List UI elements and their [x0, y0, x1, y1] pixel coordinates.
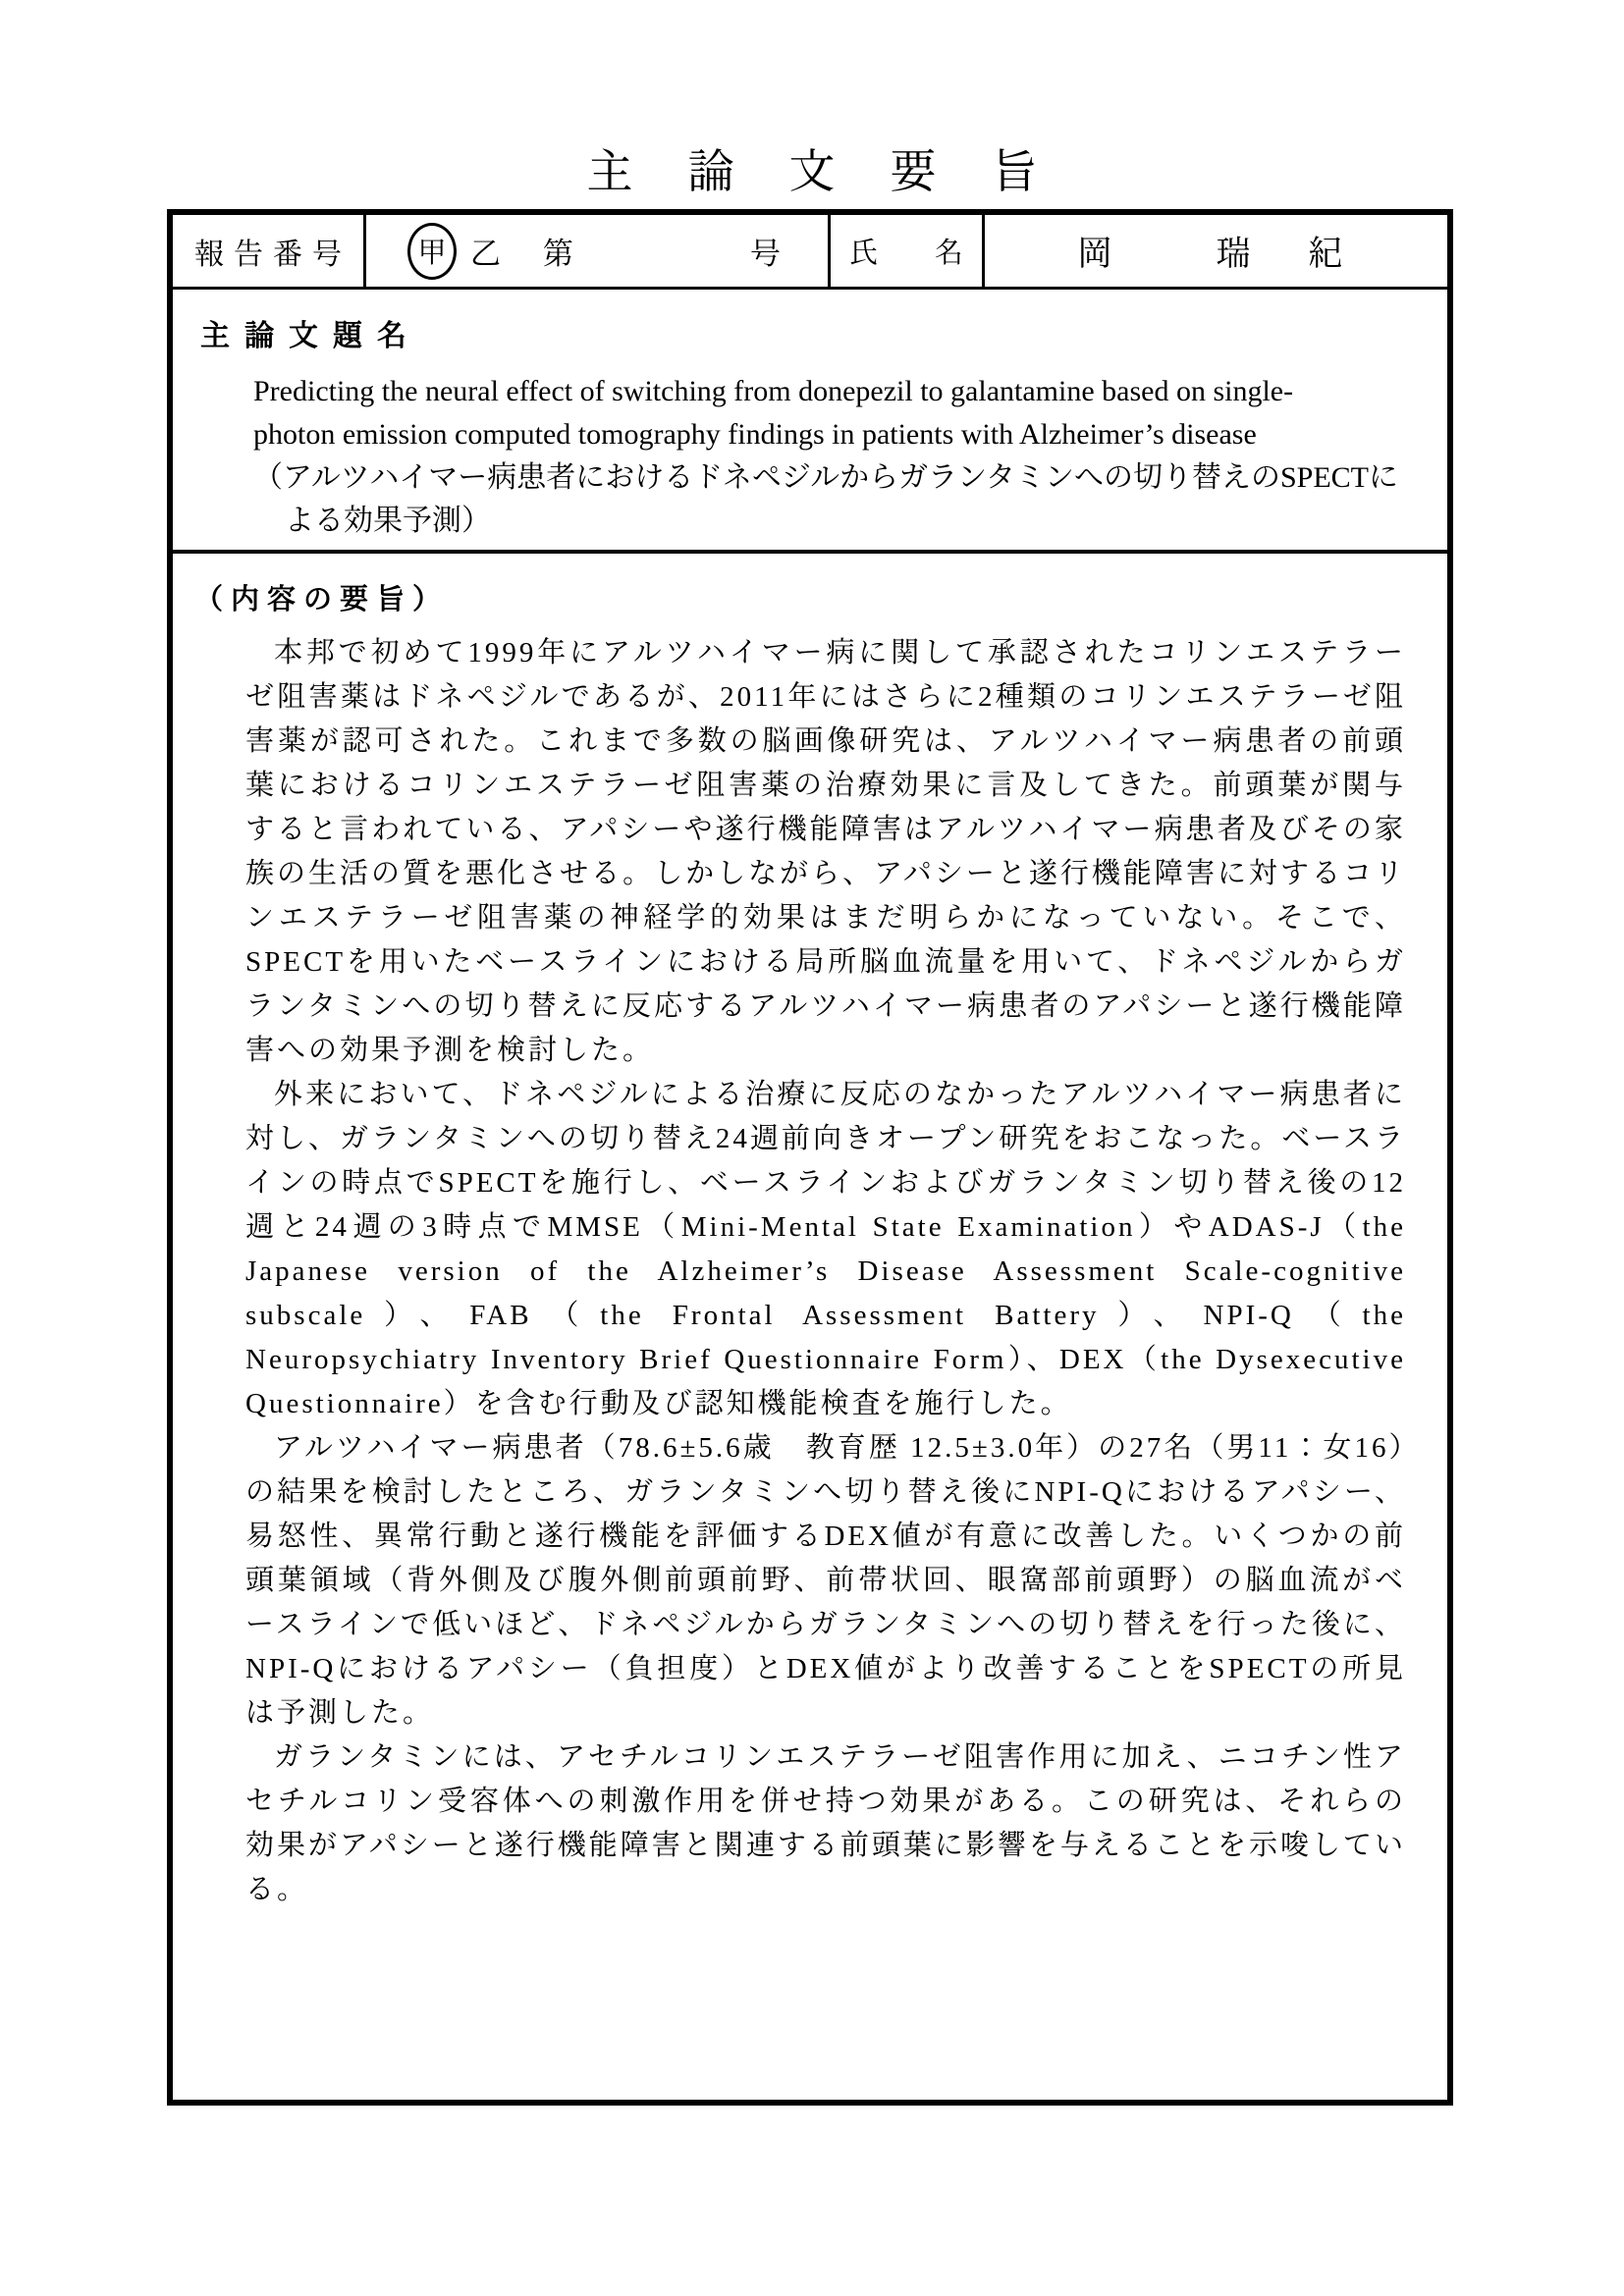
abstract-section: [173, 554, 1447, 2100]
abstract-paragraph-1: 本邦で初めて1999年にアルツハイマー病に関して承認されたコリンエステラーゼ阻害薬はドネペジルであるが、2011年にはさらに2種類のコリンエステラーゼ阻害薬が認可された。これまで多数の脳画像研究は、アルツハイマー病患者の前頭葉におけるコリンエステラーゼ阻害薬の治療効果に言及してきた。前頭葉が関与すると言われている、アパシーや遂行機能障害はアルツハイマー病患者及びその家族の生活の質を悪化させる。しかしながら、アパシーと遂行機能障害に対するコリンエステラーゼ阻害薬の神経学的効果はまだ明らかになっていない。そこで、SPECTを用いたベースラインにおける局所脳血流量を用いて、ドネペジルからガランタミンへの切り替えに反応するアルツハイマー病患者のアパシーと遂行機能障害への効果予測を検討した。: [245, 637, 1406, 1066]
abstract-paragraph-2: 外来において、ドネペジルによる治療に反応のなかったアルツハイマー病患者に対し、ガランタミンへの切り替え24週前向きオープン研究をおこなった。ベースラインの時点でSPECTを施行し、ベースラインおよびガランタミン切り替え後の12週と24週の3時点でMMSE（Mini-Mental State Examination）やADAS-J（the Japanese version of the Alzheimer’s Disease Assessment Scale-cognitive subscale）、FAB（the Frontal Assessment Battery）、NPI-Q（the Neuropsychiatry Inventory Brief Questionnaire Form）、DEX（the Dysexecutive Questionnaire）を含む行動及び認知機能検査を施行した。: [245, 1079, 1406, 1419]
abstract-paragraph-3: アルツハイマー病患者（78.6±5.6歳 教育歴 12.5±3.0年）の27名（男11：女16）の結果を検討したところ、ガランタミンへ切り替え後にNPI-Qにおけるアパシー、易怒性、異常行動と遂行機能を評価するDEX値が有意に改善した。いくつかの前頭葉領域（背外側及び腹外側前頭前野、前帯状回、眼窩部前頭野）の脳血流がベースラインで低いほど、ドネペジルからガランタミンへの切り替えを行った後に、NPI-Qにおけるアパシー（負担度）とDEX値がより改善することをSPECTの所見は予測した。: [245, 1432, 1406, 1729]
thesis-title-japanese-line-2: よる効果予測）: [285, 505, 491, 537]
otsu-dai-text: 乙 第: [470, 237, 579, 271]
gou-text: 号: [750, 237, 781, 271]
thesis-title-english-line-2: photon emission computed tomography findings in patients with Alzheimer’s disease: [253, 418, 1257, 451]
kou-circled-mark: 甲: [407, 223, 457, 280]
page-title: 主論文要旨: [586, 147, 1093, 198]
abstract-section-label: （内容の要旨）: [194, 584, 450, 615]
report-number-label: 報告番号: [173, 215, 366, 287]
thesis-title-japanese-line-1: （アルツハイマー病患者におけるドネペジルからガランタミンへの切り替えのSPECTに: [253, 461, 1398, 494]
report-number-cell: [366, 215, 831, 287]
thesis-title-block: [253, 370, 1408, 543]
header-row: [173, 215, 1447, 290]
name-label: 氏 名: [831, 215, 985, 287]
name-value: 岡 瑞 紀: [1077, 234, 1355, 273]
thesis-title-english-line-1: Predicting the neural effect of switching from donepezil to galantamine based on single-: [253, 375, 1294, 407]
abstract-body: [245, 631, 1406, 1912]
abstract-form-box: [167, 209, 1453, 2106]
thesis-title-section: [173, 290, 1447, 554]
abstract-paragraph-4: ガランタミンには、アセチルコリンエステラーゼ阻害作用に加え、ニコチン性アセチルコリン受容体への刺激作用を併せ持つ効果がある。この研究は、それらの効果がアパシーと遂行機能障害と関連する前頭葉に影響を与えることを示唆している。: [245, 1741, 1406, 1905]
thesis-title-section-label: 主論文題名: [200, 320, 421, 352]
